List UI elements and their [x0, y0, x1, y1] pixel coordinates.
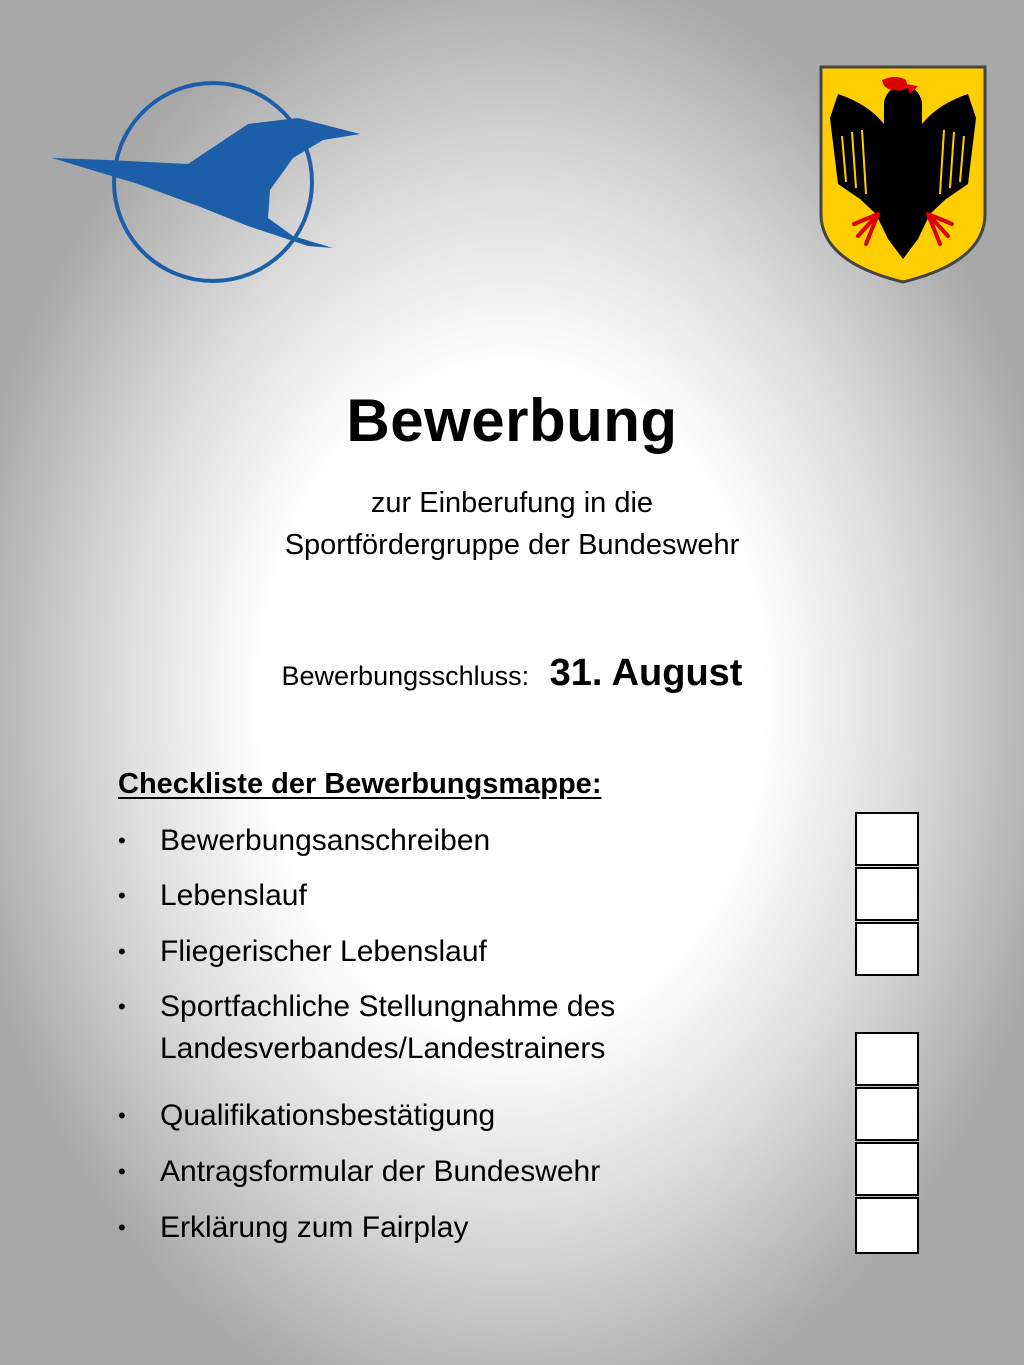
checkbox-sportfachliche-stellungnahme[interactable]	[855, 1032, 919, 1086]
checklist-item	[118, 820, 720, 862]
bullet-icon: •	[118, 939, 126, 964]
bullet-icon: •	[118, 1103, 126, 1128]
bird-circle-logo	[48, 78, 366, 284]
subtitle-line-1: zur Einberufung in die	[370, 487, 654, 519]
checkbox-erklaerung-fairplay[interactable]	[855, 1197, 919, 1254]
checklist-item-label: Sportfachliche Stellungnahme des Landesverbandes/Landestrainers	[160, 990, 616, 1065]
checkbox-antragsformular[interactable]	[855, 1142, 919, 1196]
bullet-icon: •	[118, 1159, 126, 1184]
checkbox-qualifikationsbestaetigung[interactable]	[855, 1087, 919, 1141]
checklist-item-label: Erklärung zum Fairplay	[160, 1211, 469, 1244]
checklist-item-label: Bewerbungsanschreiben	[160, 824, 491, 857]
checklist-item	[118, 931, 720, 973]
page-title: Bewerbung	[346, 387, 678, 454]
bullet-icon: •	[118, 828, 126, 853]
coat-of-arms-icon	[818, 64, 988, 284]
checklist-item	[118, 1151, 720, 1193]
bullet-icon: •	[118, 883, 126, 908]
checklist-item-label: Fliegerischer Lebenslauf	[160, 935, 487, 968]
checklist-item	[118, 1095, 720, 1137]
checkbox-bewerbungsanschreiben[interactable]	[855, 812, 919, 866]
deadline	[0, 652, 1024, 695]
bullet-icon: •	[118, 1215, 126, 1240]
checkbox-lebenslauf[interactable]	[855, 867, 919, 921]
checkbox-fliegerischer-lebenslauf[interactable]	[855, 922, 919, 976]
deadline-value: 31. August	[549, 652, 743, 694]
checklist-item-label: Antragsformular der Bundeswehr	[160, 1155, 601, 1188]
checklist-item	[118, 986, 720, 1070]
checklist-heading: Checkliste der Bewerbungsmappe:	[118, 768, 602, 800]
checklist-item-label: Lebenslauf	[160, 879, 307, 912]
checklist-item-label: Qualifikationsbestätigung	[160, 1099, 496, 1132]
deadline-label: Bewerbungsschluss:	[281, 661, 530, 691]
bullet-icon: •	[118, 994, 126, 1019]
checklist-item	[118, 875, 720, 917]
checklist-item	[118, 1207, 720, 1249]
subtitle-line-2: Sportfördergruppe der Bundeswehr	[284, 529, 740, 561]
